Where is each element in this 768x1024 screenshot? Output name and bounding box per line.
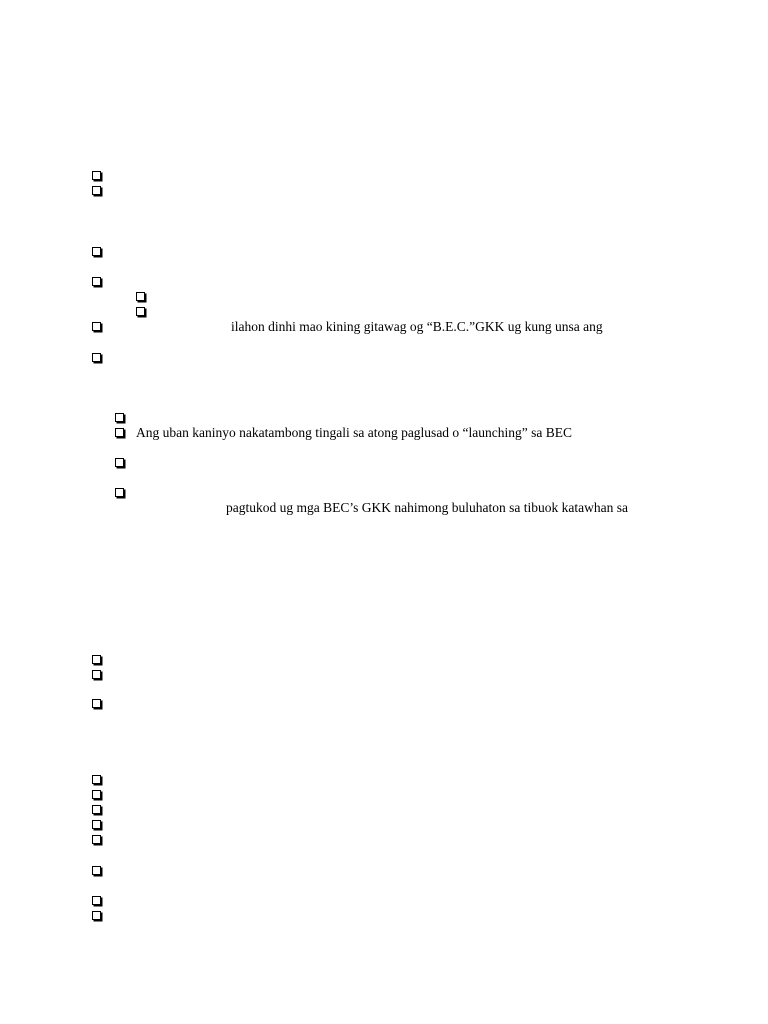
body-text-line: pagtukod ug mga BEC’s GKK nahimong buluhaton sa tibuok katawhan sa — [226, 500, 628, 515]
checkbox-bullet-icon — [136, 292, 145, 301]
checkbox-bullet-icon — [92, 699, 101, 708]
checkbox-bullet-icon — [92, 186, 101, 195]
checkbox-bullet-icon — [115, 488, 124, 497]
checkbox-bullet-icon — [115, 458, 124, 467]
checkbox-bullet-icon — [92, 353, 101, 362]
checkbox-bullet-icon — [115, 428, 124, 437]
checkbox-bullet-icon — [92, 247, 101, 256]
checkbox-bullet-icon — [92, 835, 101, 844]
checkbox-bullet-icon — [92, 775, 101, 784]
checkbox-bullet-icon — [92, 805, 101, 814]
body-text-line: ilahon dinhi mao kining gitawag og “B.E.C.”GKK ug kung unsa ang — [231, 319, 603, 334]
checkbox-bullet-icon — [92, 277, 101, 286]
checkbox-bullet-icon — [92, 670, 101, 679]
checkbox-bullet-icon — [136, 307, 145, 316]
checkbox-bullet-icon — [115, 413, 124, 422]
checkbox-bullet-icon — [92, 171, 101, 180]
body-text-line: Ang uban kaninyo nakatambong tingali sa atong paglusad o “launching” sa BEC — [136, 425, 573, 440]
checkbox-bullet-icon — [92, 790, 101, 799]
checkbox-bullet-icon — [92, 866, 101, 875]
checkbox-bullet-icon — [92, 911, 101, 920]
checkbox-bullet-icon — [92, 655, 101, 664]
checkbox-bullet-icon — [92, 896, 101, 905]
checkbox-bullet-icon — [92, 322, 101, 331]
checkbox-bullet-icon — [92, 820, 101, 829]
